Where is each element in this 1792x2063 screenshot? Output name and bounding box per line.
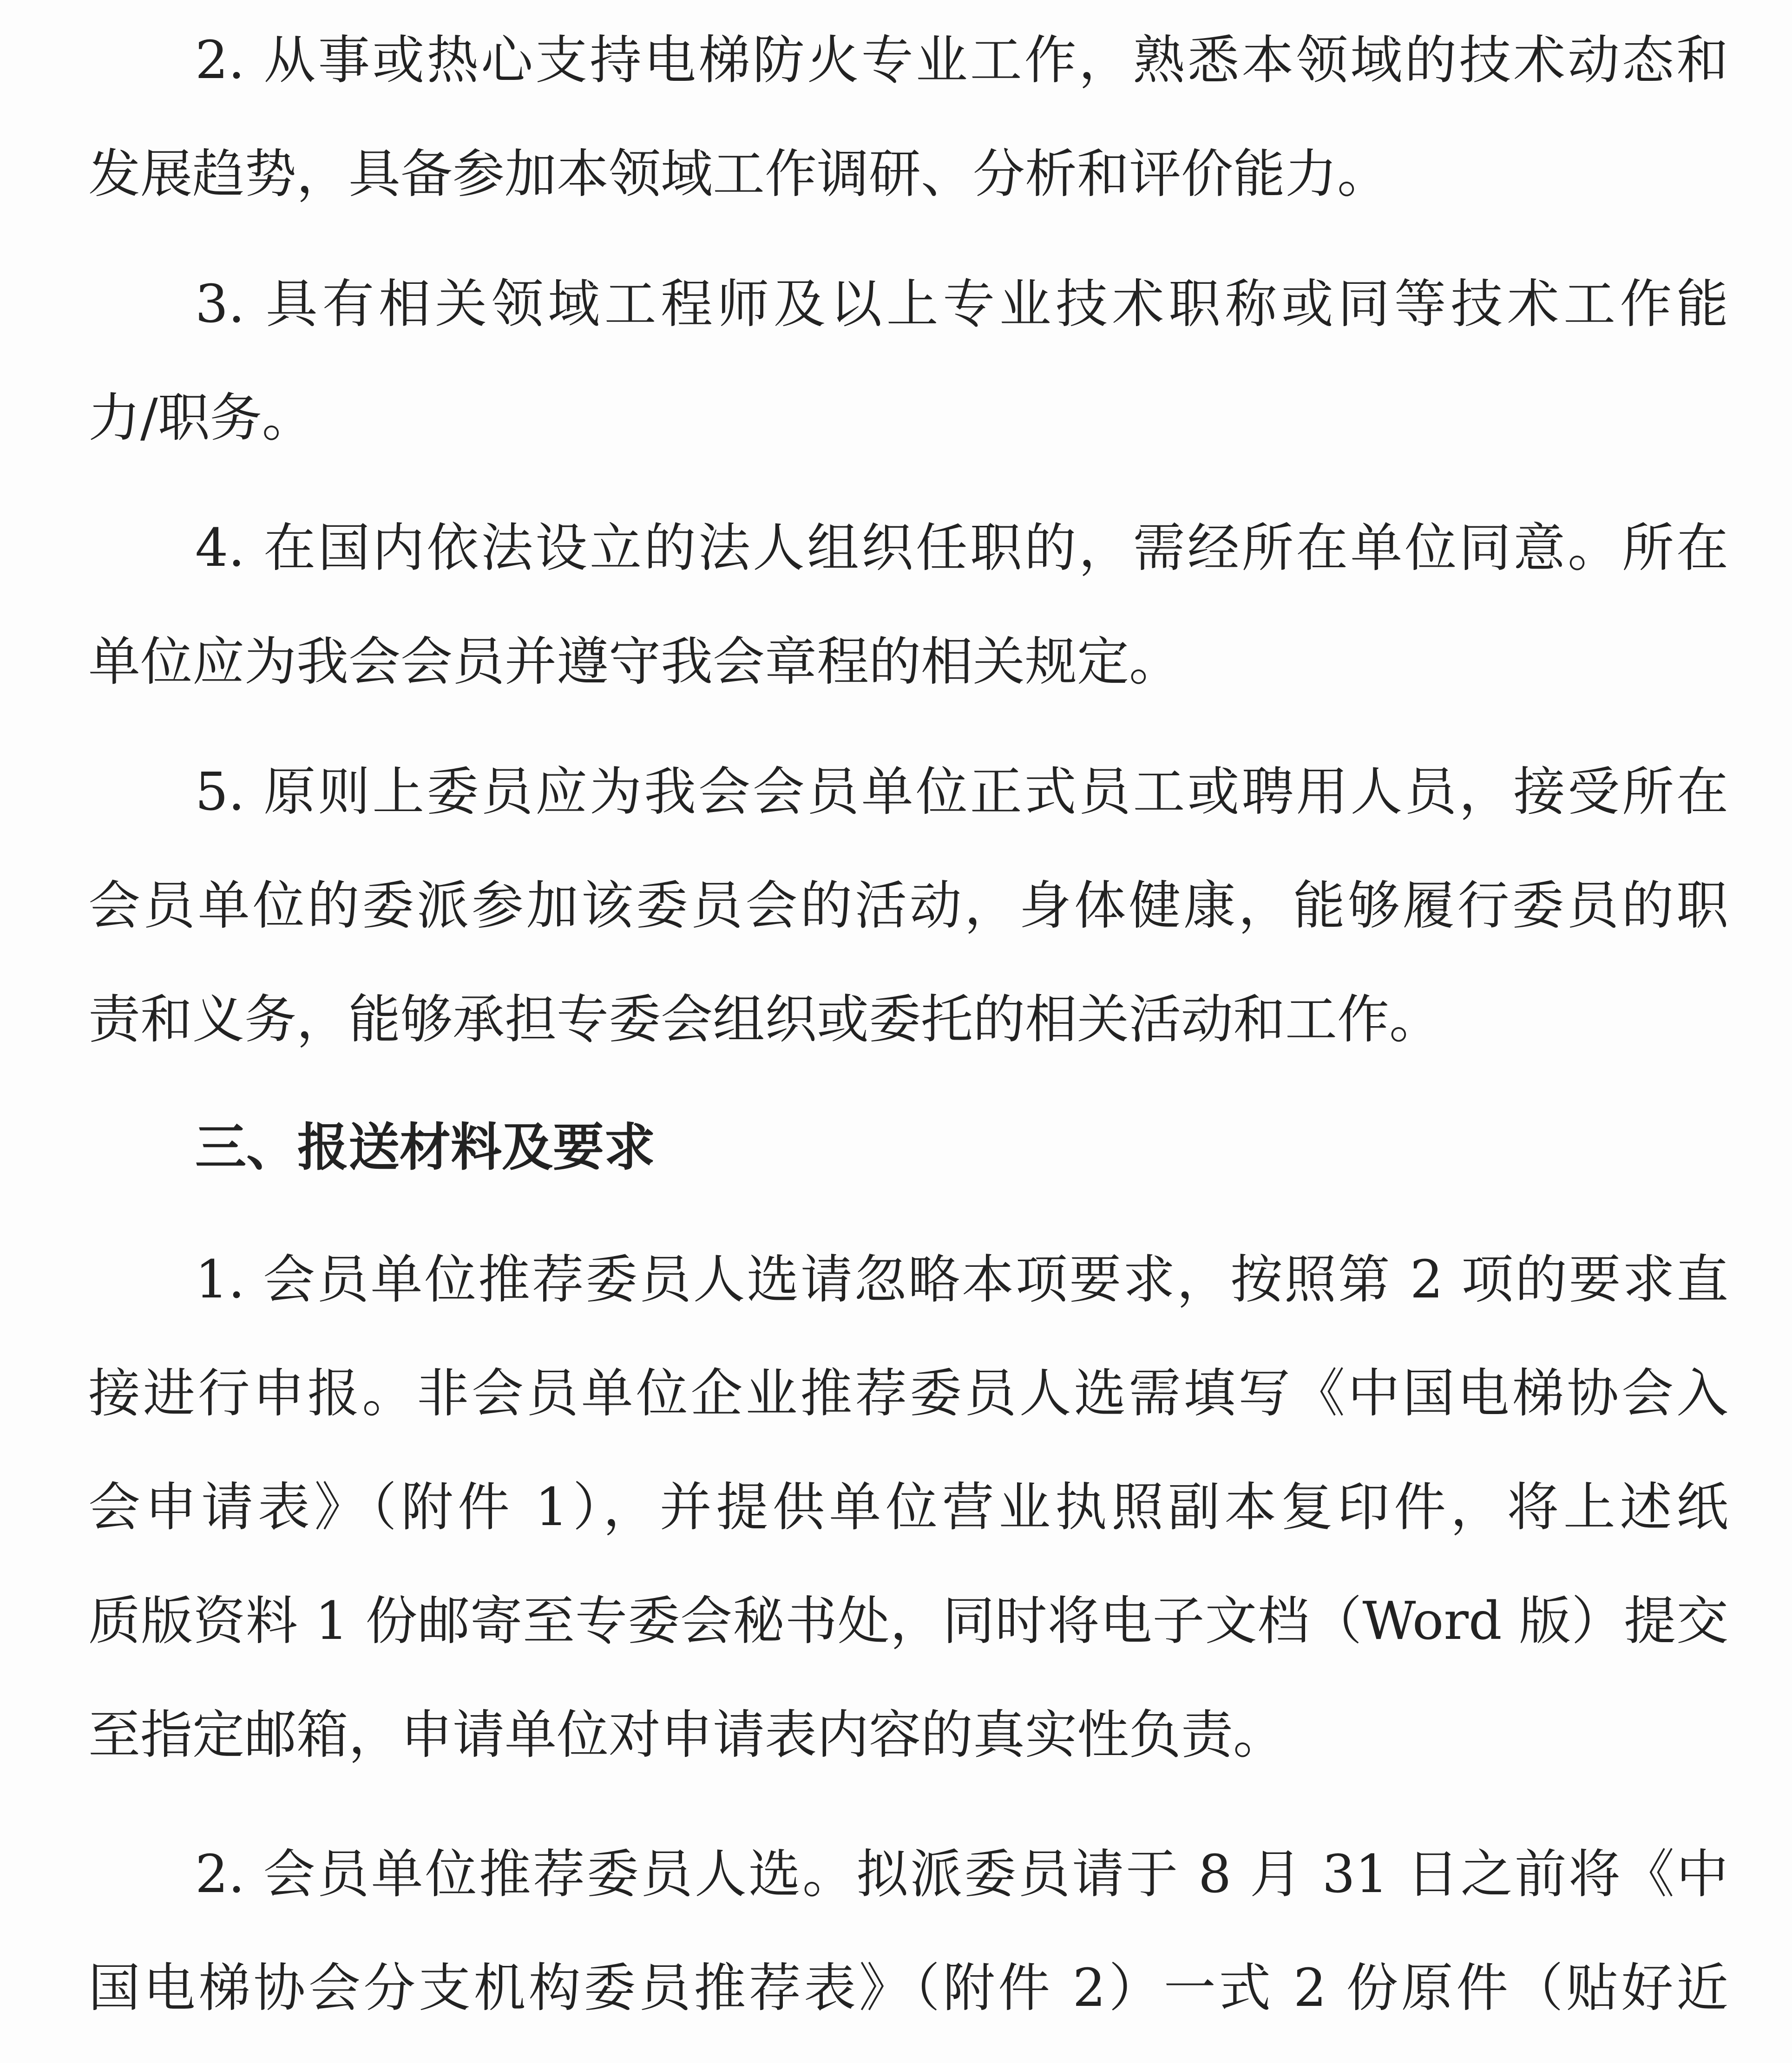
- section-heading: 三、报送材料及要求: [195, 1118, 655, 1177]
- text-line-req1-1: 1. 会员单位推荐委员人选请忽略本项要求，按照第 2 项的要求直: [195, 1250, 1728, 1310]
- text-line-req1-2: 接进行申报。非会员单位企业推荐委员人选需填写《中国电梯协会入: [88, 1363, 1728, 1424]
- text-line-item2-2: 发展趋势，具备参加本领域工作调研、分析和评价能力。: [88, 144, 1389, 204]
- text-line-item5-1: 5. 原则上委员应为我会会员单位正式员工或聘用人员，接受所在: [195, 762, 1728, 822]
- text-line-item4-1: 4. 在国内依法设立的法人组织任职的，需经所在单位同意。所在: [195, 518, 1728, 578]
- text-line-req1-4: 质版资料 1 份邮寄至专委会秘书处，同时将电子文档（Word 版）提交: [88, 1591, 1728, 1651]
- text-line-item3-2: 力/职务。: [88, 388, 314, 448]
- text-line-item4-2: 单位应为我会会员并遵守我会章程的相关规定。: [88, 632, 1181, 692]
- text-line-item5-3: 责和义务，能够承担专委会组织或委托的相关活动和工作。: [88, 989, 1441, 1050]
- text-line-item2-1: 2. 从事或热心支持电梯防火专业工作，熟悉本领域的技术动态和: [195, 30, 1728, 91]
- text-line-req2-2: 国电梯协会分支机构委员推荐表》（附件 2）一式 2 份原件（贴好近: [88, 1958, 1728, 2018]
- text-line-item3-1: 3. 具有相关领域工程师及以上专业技术职称或同等技术工作能: [195, 274, 1728, 334]
- text-line-req2-1: 2. 会员单位推荐委员人选。拟派委员请于 8 月 31 日之前将《中: [195, 1844, 1728, 1905]
- text-line-item5-2: 会员单位的委派参加该委员会的活动，身体健康，能够履行委员的职: [88, 876, 1728, 936]
- text-line-req1-3: 会申请表》（附件 1），并提供单位营业执照副本复印件，将上述纸: [88, 1477, 1728, 1538]
- text-line-req1-5: 至指定邮箱，申请单位对申请表内容的真实性负责。: [88, 1705, 1285, 1765]
